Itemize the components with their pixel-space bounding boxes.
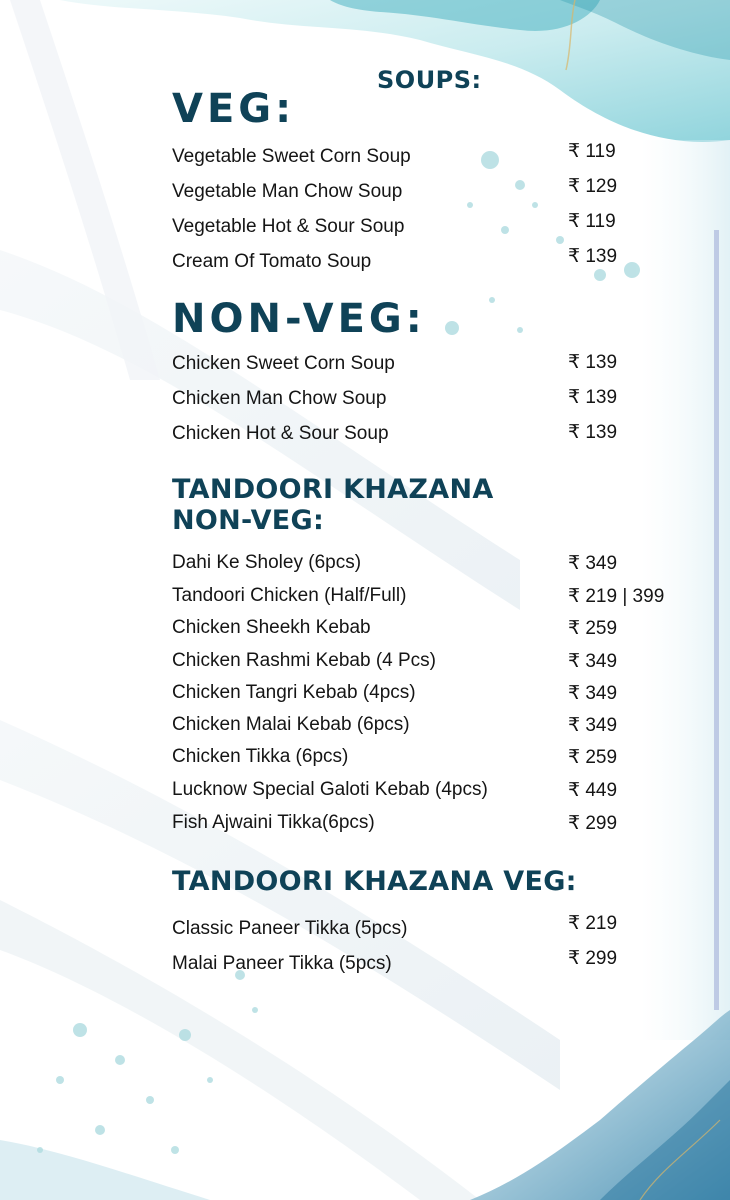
item-price: ₹ 449	[568, 780, 618, 801]
menu-item	[172, 650, 692, 678]
item-name: Vegetable Man Chow Soup	[172, 181, 403, 202]
menu-item	[172, 388, 692, 416]
item-price: ₹ 119	[568, 211, 616, 232]
item-price: ₹ 299	[568, 813, 618, 834]
menu-item	[172, 211, 692, 244]
item-name: Chicken Rashmi Kebab (4 Pcs)	[172, 650, 436, 671]
menu-item	[172, 682, 692, 710]
non-veg-heading: NON-VEG:	[172, 296, 426, 342]
item-price: ₹ 139	[568, 246, 618, 267]
menu-item	[172, 746, 692, 774]
item-name: Malai Paneer Tikka (5pcs)	[172, 953, 392, 974]
item-name: Lucknow Special Galoti Kebab (4pcs)	[172, 779, 488, 800]
item-name: Chicken Tikka (6pcs)	[172, 746, 349, 767]
item-price: ₹ 349	[568, 553, 618, 574]
item-price: ₹ 139	[568, 422, 618, 443]
item-price: ₹ 219	[568, 913, 618, 934]
menu-item	[172, 812, 692, 840]
menu-item	[172, 913, 692, 946]
item-price: ₹ 349	[568, 651, 618, 672]
heading-line: NON-VEG:	[172, 505, 325, 536]
item-name: Fish Ajwaini Tikka(6pcs)	[172, 812, 375, 833]
item-name: Vegetable Hot & Sour Soup	[172, 216, 405, 237]
menu-item	[172, 353, 692, 381]
menu-item	[172, 948, 692, 981]
item-name: Chicken Sheekh Kebab	[172, 617, 371, 638]
menu-item	[172, 423, 692, 451]
item-name: Chicken Tangri Kebab (4pcs)	[172, 682, 416, 703]
item-price: ₹ 139	[568, 352, 618, 373]
item-name: Vegetable Sweet Corn Soup	[172, 146, 411, 167]
item-price: ₹ 349	[568, 683, 618, 704]
item-name: Chicken Hot & Sour Soup	[172, 423, 389, 444]
menu-item	[172, 585, 692, 613]
item-price: ₹ 259	[568, 618, 618, 639]
item-name: Chicken Man Chow Soup	[172, 388, 387, 409]
heading-line: TANDOORI KHAZANA	[172, 474, 494, 505]
menu-item	[172, 714, 692, 742]
tandoori-non-veg-heading	[172, 474, 494, 536]
item-price: ₹ 119	[568, 141, 616, 162]
item-name: Chicken Malai Kebab (6pcs)	[172, 714, 410, 735]
item-price: ₹ 349	[568, 715, 618, 736]
menu-item	[172, 141, 692, 174]
menu-item	[172, 246, 692, 279]
item-price: ₹ 139	[568, 387, 618, 408]
item-price: ₹ 299	[568, 948, 618, 969]
item-name: Dahi Ke Sholey (6pcs)	[172, 552, 362, 573]
item-price: ₹ 259	[568, 747, 618, 768]
veg-heading: VEG:	[172, 86, 296, 132]
item-name: Cream Of Tomato Soup	[172, 251, 372, 272]
menu-item	[172, 779, 692, 807]
menu-item	[172, 552, 692, 580]
item-price: ₹ 219 | 399	[568, 586, 665, 607]
menu-item	[172, 617, 692, 645]
item-name: Chicken Sweet Corn Soup	[172, 353, 395, 374]
item-price: ₹ 129	[568, 176, 618, 197]
soups-title: SOUPS:	[377, 66, 482, 94]
menu-item	[172, 176, 692, 209]
tandoori-veg-heading: TANDOORI KHAZANA VEG:	[172, 866, 577, 897]
item-name: Tandoori Chicken (Half/Full)	[172, 585, 407, 606]
item-name: Classic Paneer Tikka (5pcs)	[172, 918, 408, 939]
